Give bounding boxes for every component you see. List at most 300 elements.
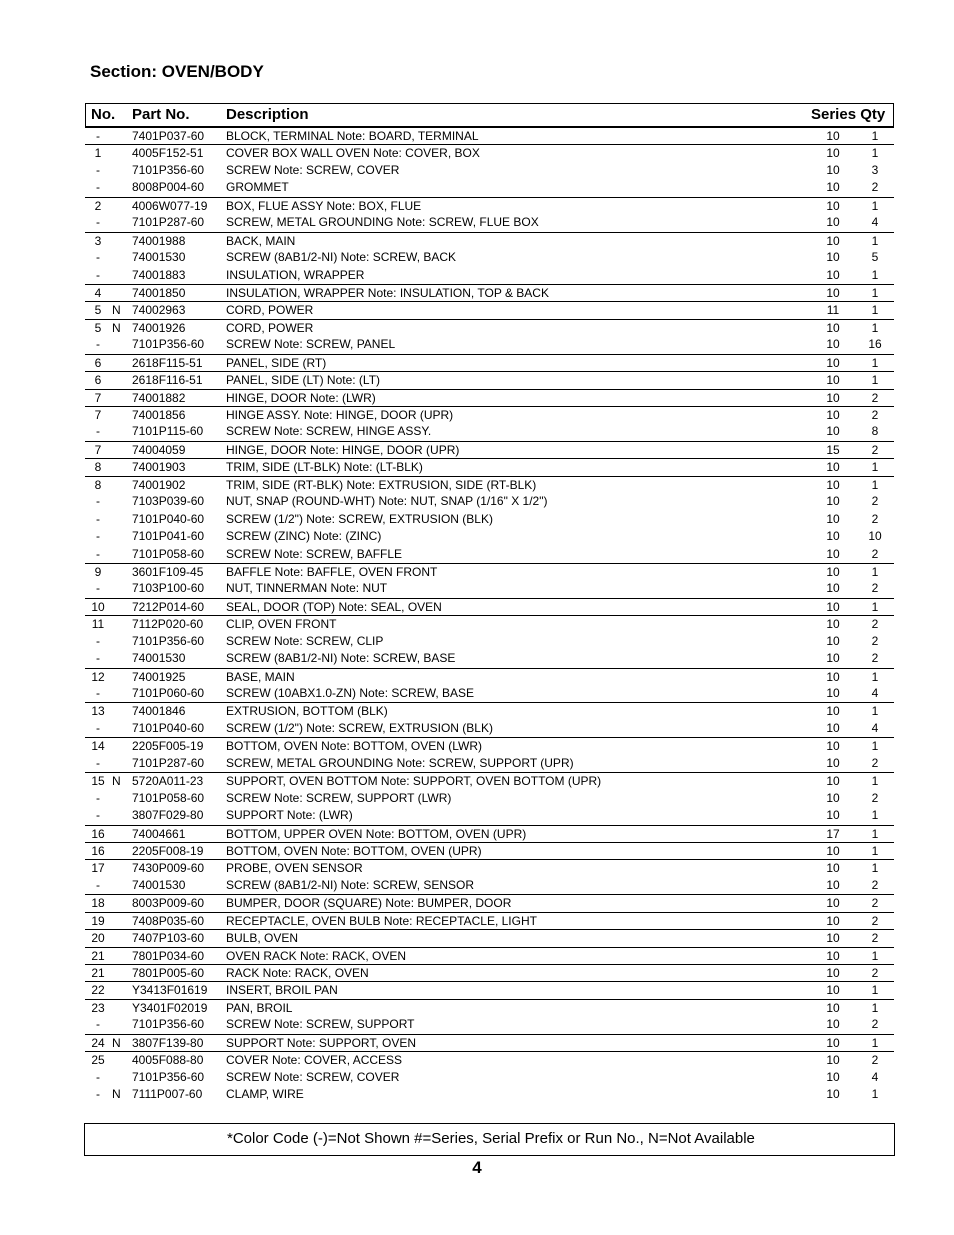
table-row <box>85 947 894 964</box>
part-number: 7430P009-60 <box>132 861 205 876</box>
table-row <box>85 1016 894 1033</box>
part-number: 7101P356-60 <box>132 633 205 648</box>
table-row <box>85 894 894 911</box>
series-value: 10 <box>826 511 840 526</box>
item-number: 7 <box>94 390 102 405</box>
part-description: SCREW (ZINC) Note: (ZINC) <box>226 529 382 544</box>
part-description: BAFFLE Note: BAFFLE, OVEN FRONT <box>226 564 438 579</box>
part-number: 7101P356-60 <box>132 337 205 352</box>
part-description: SCREW (10ABX1.0-ZN) Note: SCREW, BASE <box>226 686 475 700</box>
part-number: 74001988 <box>132 233 186 248</box>
item-number: - <box>96 686 100 700</box>
part-number: 7101P115-60 <box>132 424 204 439</box>
part-number: 7111P007-60 <box>132 1087 203 1102</box>
series-value: 10 <box>826 948 840 963</box>
series-value: 10 <box>826 669 840 684</box>
quantity-value: 1 <box>871 808 879 823</box>
item-number: 11 <box>91 617 105 632</box>
item-number: - <box>96 529 100 544</box>
table-row <box>85 336 894 353</box>
part-description: HINGE, DOOR Note: HINGE, DOOR (UPR) <box>226 442 460 457</box>
table-row <box>85 476 894 493</box>
table-row <box>85 633 894 650</box>
part-description: TRIM, SIDE (RT-BLK) Note: EXTRUSION, SIDE (RT-BLK) <box>226 477 537 492</box>
part-number: 7101P287-60 <box>132 755 205 770</box>
table-row <box>85 702 894 719</box>
part-number: 2205F008-19 <box>132 843 204 858</box>
table-row <box>85 179 894 196</box>
quantity-value: 1 <box>871 826 879 841</box>
item-number: - <box>96 337 100 352</box>
part-number: 8008P004-60 <box>132 180 205 195</box>
item-number: - <box>96 651 100 666</box>
item-number: - <box>96 162 100 177</box>
quantity-value: 2 <box>871 1017 879 1032</box>
part-number: 7101P356-60 <box>132 1069 205 1084</box>
table-row <box>85 755 894 772</box>
table-header <box>85 103 894 127</box>
part-number: 3807F139-80 <box>132 1035 204 1050</box>
header-series-qty: Series Qty <box>811 106 886 123</box>
item-number: 10 <box>91 599 105 614</box>
quantity-value: 2 <box>871 617 879 632</box>
table-row <box>85 668 894 685</box>
table-row <box>85 546 894 563</box>
item-number: 12 <box>91 669 105 684</box>
item-number: 22 <box>91 983 105 998</box>
part-number: 7101P041-60 <box>132 529 205 544</box>
item-number: 15 <box>91 774 105 789</box>
quantity-value: 1 <box>871 1000 879 1015</box>
table-row <box>85 737 894 754</box>
part-number: 7101P287-60 <box>132 215 205 230</box>
part-description: SEAL, DOOR (TOP) Note: SEAL, OVEN <box>226 599 442 614</box>
item-number: - <box>96 215 100 230</box>
part-description: NUT, SNAP (ROUND-WHT) Note: NUT, SNAP (1/16" X 1/2") <box>226 494 548 509</box>
table-row <box>85 772 894 789</box>
series-value: 10 <box>826 1053 840 1068</box>
part-description: SCREW Note: SCREW, SUPPORT (LWR) <box>226 790 452 805</box>
table-row <box>85 162 894 179</box>
item-number: 25 <box>91 1053 105 1068</box>
quantity-value: 1 <box>871 1035 879 1050</box>
part-number: 74001925 <box>132 669 186 684</box>
series-value: 10 <box>826 494 840 509</box>
part-number: 74001530 <box>132 651 186 666</box>
series-value: 10 <box>826 843 840 858</box>
series-value: 10 <box>826 790 840 805</box>
table-row <box>85 197 894 214</box>
quantity-value: 1 <box>871 704 879 719</box>
part-number: 74001902 <box>132 477 186 492</box>
series-value: 10 <box>826 477 840 492</box>
quantity-value: 2 <box>871 966 879 980</box>
table-row <box>85 1051 894 1068</box>
quantity-value: 4 <box>871 686 879 700</box>
item-number: - <box>96 1087 100 1102</box>
part-number: 4005F152-51 <box>132 146 204 161</box>
quantity-value: 2 <box>871 877 879 892</box>
item-number: 4 <box>94 285 102 300</box>
table-row <box>85 406 894 423</box>
series-value: 10 <box>826 704 840 719</box>
series-value: 10 <box>826 373 840 388</box>
series-value: 10 <box>826 1000 840 1015</box>
quantity-value: 1 <box>871 233 879 248</box>
quantity-value: 10 <box>868 529 882 544</box>
item-number: 9 <box>94 564 102 579</box>
item-number: - <box>96 790 100 805</box>
part-number: 74001926 <box>132 320 186 335</box>
part-description: COVER BOX WALL OVEN Note: COVER, BOX <box>226 146 480 161</box>
quantity-value: 2 <box>871 931 879 946</box>
part-number: Y3401F02019 <box>132 1000 208 1015</box>
part-number: 7101P356-60 <box>132 162 205 177</box>
part-description: HINGE, DOOR Note: (LWR) <box>226 390 376 405</box>
part-number: 7407P103-60 <box>132 931 205 946</box>
table-row <box>85 249 894 266</box>
series-value: 10 <box>826 198 840 213</box>
table-row <box>85 825 894 842</box>
part-number: 3807F029-80 <box>132 808 204 823</box>
part-description: RACK Note: RACK, OVEN <box>226 966 369 980</box>
item-number: 14 <box>91 739 105 754</box>
part-description: COVER Note: COVER, ACCESS <box>226 1053 403 1068</box>
part-number: 74001883 <box>132 267 186 282</box>
table-row <box>85 441 894 458</box>
availability-flag: N <box>112 320 121 335</box>
quantity-value: 1 <box>871 267 879 282</box>
part-description: NUT, TINNERMAN Note: NUT <box>226 581 388 596</box>
table-row <box>85 144 894 161</box>
item-number: 8 <box>94 477 102 492</box>
series-value: 10 <box>826 162 840 177</box>
quantity-value: 4 <box>871 215 879 230</box>
series-value: 10 <box>826 861 840 876</box>
quantity-value: 2 <box>871 408 879 422</box>
item-number: - <box>96 511 100 526</box>
table-row <box>85 301 894 318</box>
quantity-value: 1 <box>871 669 879 684</box>
part-description: SCREW Note: SCREW, HINGE ASSY. <box>226 424 432 439</box>
table-row <box>85 563 894 580</box>
item-number: - <box>96 755 100 770</box>
part-number: 74001850 <box>132 285 186 300</box>
part-number: 7101P058-60 <box>132 546 205 561</box>
series-value: 10 <box>826 913 840 928</box>
quantity-value: 2 <box>871 790 879 805</box>
part-number: 74001846 <box>132 704 186 719</box>
part-description: CORD, POWER <box>226 303 314 318</box>
part-description: INSERT, BROIL PAN <box>226 983 338 998</box>
item-number: 8 <box>94 460 102 475</box>
part-description: SCREW Note: SCREW, COVER <box>226 1069 400 1084</box>
part-description: PAN, BROIL <box>226 1000 293 1015</box>
part-description: BOTTOM, OVEN Note: BOTTOM, OVEN (LWR) <box>226 739 483 754</box>
part-number: 74004059 <box>132 442 186 457</box>
quantity-value: 16 <box>868 337 882 352</box>
item-number: - <box>96 720 100 735</box>
table-row <box>85 214 894 231</box>
part-description: SCREW (8AB1/2-NI) Note: SCREW, SENSOR <box>226 877 475 892</box>
part-description: SCREW (8AB1/2-NI) Note: SCREW, BASE <box>226 651 456 666</box>
part-description: CLIP, OVEN FRONT <box>226 617 337 632</box>
table-row <box>85 493 894 510</box>
part-description: PANEL, SIDE (RT) <box>226 355 327 370</box>
availability-flag: N <box>112 1035 121 1050</box>
table-row <box>85 912 894 929</box>
part-description: BUMPER, DOOR (SQUARE) Note: BUMPER, DOOR <box>226 896 512 911</box>
item-number: - <box>96 267 100 282</box>
table-row <box>85 232 894 249</box>
part-number: 7103P100-60 <box>132 581 205 596</box>
series-value: 10 <box>826 460 840 475</box>
item-number: 20 <box>91 931 105 946</box>
item-number: 6 <box>94 355 102 370</box>
series-value: 10 <box>826 250 840 265</box>
part-description: BASE, MAIN <box>226 669 295 684</box>
series-value: 10 <box>826 686 840 700</box>
item-number: - <box>96 250 100 265</box>
quantity-value: 8 <box>871 424 879 439</box>
quantity-value: 2 <box>871 442 879 457</box>
quantity-value: 1 <box>871 843 879 858</box>
table-row <box>85 842 894 859</box>
table-row <box>85 598 894 615</box>
table-row <box>85 458 894 475</box>
item-number: 23 <box>91 1000 105 1015</box>
quantity-value: 1 <box>871 739 879 754</box>
item-number: 2 <box>94 198 102 213</box>
series-value: 10 <box>826 1017 840 1032</box>
series-value: 10 <box>826 180 840 195</box>
part-description: PROBE, OVEN SENSOR <box>226 861 363 876</box>
series-value: 10 <box>826 408 840 422</box>
item-number: 21 <box>91 966 105 980</box>
item-number: 21 <box>91 948 105 963</box>
series-value: 10 <box>826 877 840 892</box>
quantity-value: 1 <box>871 861 879 876</box>
part-number: 74001530 <box>132 250 186 265</box>
quantity-value: 1 <box>871 373 879 388</box>
item-number: - <box>96 633 100 648</box>
series-value: 10 <box>826 267 840 282</box>
item-number: - <box>96 1017 100 1032</box>
quantity-value: 1 <box>871 146 879 161</box>
part-description: SCREW Note: SCREW, SUPPORT <box>226 1017 415 1032</box>
part-description: SCREW Note: SCREW, CLIP <box>226 633 384 648</box>
part-number: 7401P037-60 <box>132 129 205 143</box>
part-number: 2618F115-51 <box>132 355 203 370</box>
series-value: 10 <box>826 896 840 911</box>
part-description: SUPPORT, OVEN BOTTOM Note: SUPPORT, OVEN BOTTOM (UPR) <box>226 774 602 789</box>
part-number: 7101P060-60 <box>132 686 205 700</box>
availability-flag: N <box>112 774 121 789</box>
quantity-value: 2 <box>871 390 879 405</box>
table-row <box>85 877 894 894</box>
series-value: 10 <box>826 617 840 632</box>
quantity-value: 1 <box>871 477 879 492</box>
part-description: BACK, MAIN <box>226 233 296 248</box>
part-number: 7101P040-60 <box>132 720 205 735</box>
part-description: OVEN RACK Note: RACK, OVEN <box>226 948 407 963</box>
table-row <box>85 389 894 406</box>
item-number: - <box>96 1069 100 1084</box>
part-number: 7103P039-60 <box>132 494 205 509</box>
quantity-value: 1 <box>871 599 879 614</box>
item-number: 7 <box>94 442 102 457</box>
quantity-value: 1 <box>871 460 879 475</box>
part-description: EXTRUSION, BOTTOM (BLK) <box>226 704 388 719</box>
table-row <box>85 650 894 667</box>
quantity-value: 2 <box>871 1053 879 1068</box>
part-number: 2618F116-51 <box>132 373 203 388</box>
table-row <box>85 790 894 807</box>
quantity-value: 1 <box>871 129 879 143</box>
part-number: 7101P058-60 <box>132 790 205 805</box>
item-number: 16 <box>91 843 105 858</box>
section-title: Section: OVEN/BODY <box>90 62 264 81</box>
series-value: 10 <box>826 285 840 300</box>
series-value: 10 <box>826 599 840 614</box>
table-row <box>85 1069 894 1086</box>
part-description: CLAMP, WIRE <box>226 1087 304 1102</box>
table-row <box>85 615 894 632</box>
item-number: 6 <box>94 373 102 388</box>
table-row <box>85 685 894 702</box>
item-number: 7 <box>94 408 102 422</box>
series-value: 10 <box>826 808 840 823</box>
series-value: 17 <box>826 826 840 841</box>
part-description: BULB, OVEN <box>226 931 299 946</box>
series-value: 10 <box>826 233 840 248</box>
part-number: 7801P005-60 <box>132 966 205 980</box>
quantity-value: 1 <box>871 320 879 335</box>
quantity-value: 5 <box>871 250 879 265</box>
table-row <box>85 999 894 1016</box>
series-value: 15 <box>826 442 840 457</box>
table-row <box>85 859 894 876</box>
part-number: 74001530 <box>132 877 186 892</box>
quantity-value: 2 <box>871 546 879 561</box>
part-number: Y3413F01619 <box>132 983 208 998</box>
part-description: INSULATION, WRAPPER Note: INSULATION, TOP & BACK <box>226 285 549 300</box>
item-number: 3 <box>94 233 102 248</box>
part-number: 8003P009-60 <box>132 896 205 911</box>
part-number: 4006W077-19 <box>132 198 208 213</box>
part-number: 7112P020-60 <box>132 617 204 632</box>
quantity-value: 1 <box>871 774 879 789</box>
series-value: 10 <box>826 337 840 352</box>
series-value: 10 <box>826 774 840 789</box>
table-row <box>85 929 894 946</box>
quantity-value: 4 <box>871 1069 879 1084</box>
page-number: 4 <box>472 1158 482 1177</box>
table-row <box>85 284 894 301</box>
series-value: 10 <box>826 424 840 439</box>
table-row <box>85 1086 894 1103</box>
table-row <box>85 981 894 998</box>
quantity-value: 1 <box>871 198 879 213</box>
part-description: SCREW Note: SCREW, COVER <box>226 162 400 177</box>
part-description: SCREW (1/2") Note: SCREW, EXTRUSION (BLK) <box>226 511 493 526</box>
part-description: SCREW Note: SCREW, PANEL <box>226 337 396 352</box>
quantity-value: 1 <box>871 1087 879 1102</box>
quantity-value: 2 <box>871 755 879 770</box>
parts-table <box>85 103 894 1104</box>
quantity-value: 2 <box>871 511 879 526</box>
part-description: TRIM, SIDE (LT-BLK) Note: (LT-BLK) <box>226 460 423 475</box>
legend-text: *Color Code (-)=Not Shown #=Series, Serial Prefix or Run No., N=Not Available <box>227 1130 755 1147</box>
legend-box <box>84 1123 895 1156</box>
series-value: 10 <box>826 129 840 143</box>
part-number: 7408P035-60 <box>132 913 205 928</box>
part-description: SUPPORT Note: SUPPORT, OVEN <box>226 1035 417 1050</box>
quantity-value: 1 <box>871 303 879 318</box>
item-number: 5 <box>94 320 102 335</box>
part-number: 74002963 <box>132 303 186 318</box>
quantity-value: 2 <box>871 633 879 648</box>
item-number: 17 <box>91 861 105 876</box>
series-value: 11 <box>826 303 840 318</box>
header-part-no: Part No. <box>132 106 190 123</box>
series-value: 10 <box>826 755 840 770</box>
quantity-value: 3 <box>871 162 879 177</box>
item-number: 16 <box>91 826 105 841</box>
quantity-value: 1 <box>871 355 879 370</box>
part-description: BLOCK, TERMINAL Note: BOARD, TERMINAL <box>226 129 479 143</box>
series-value: 10 <box>826 564 840 579</box>
quantity-value: 2 <box>871 581 879 596</box>
item-number: - <box>96 180 100 195</box>
quantity-value: 2 <box>871 913 879 928</box>
quantity-value: 2 <box>871 896 879 911</box>
availability-flag: N <box>112 303 121 318</box>
item-number: 5 <box>94 303 102 318</box>
series-value: 10 <box>826 651 840 666</box>
part-number: 7212P014-60 <box>132 599 205 614</box>
quantity-value: 1 <box>871 285 879 300</box>
item-number: - <box>96 424 100 439</box>
table-row <box>85 580 894 597</box>
part-description: BOX, FLUE ASSY Note: BOX, FLUE <box>226 198 422 213</box>
quantity-value: 1 <box>871 564 879 579</box>
series-value: 10 <box>826 966 840 980</box>
part-description: SCREW, METAL GROUNDING Note: SCREW, FLUE BOX <box>226 215 539 230</box>
item-number: - <box>96 877 100 892</box>
item-number: 19 <box>91 913 105 928</box>
series-value: 10 <box>826 529 840 544</box>
table-row <box>85 127 894 144</box>
part-number: 3601F109-45 <box>132 564 204 579</box>
part-description: CORD, POWER <box>226 320 314 335</box>
series-value: 10 <box>826 320 840 335</box>
table-row <box>85 319 894 336</box>
part-number: 7101P356-60 <box>132 1017 205 1032</box>
part-number: 74001882 <box>132 390 186 405</box>
part-number: 5720A011-23 <box>132 774 204 789</box>
item-number: 1 <box>94 146 102 161</box>
item-number: - <box>96 808 100 823</box>
part-description: BOTTOM, UPPER OVEN Note: BOTTOM, OVEN (UPR) <box>226 826 527 841</box>
part-number: 2205F005-19 <box>132 739 204 754</box>
item-number: 13 <box>91 704 105 719</box>
part-number: 4005F088-80 <box>132 1053 204 1068</box>
table-row <box>85 423 894 440</box>
series-value: 10 <box>826 720 840 735</box>
series-value: 10 <box>826 983 840 998</box>
availability-flag: N <box>112 1087 121 1102</box>
